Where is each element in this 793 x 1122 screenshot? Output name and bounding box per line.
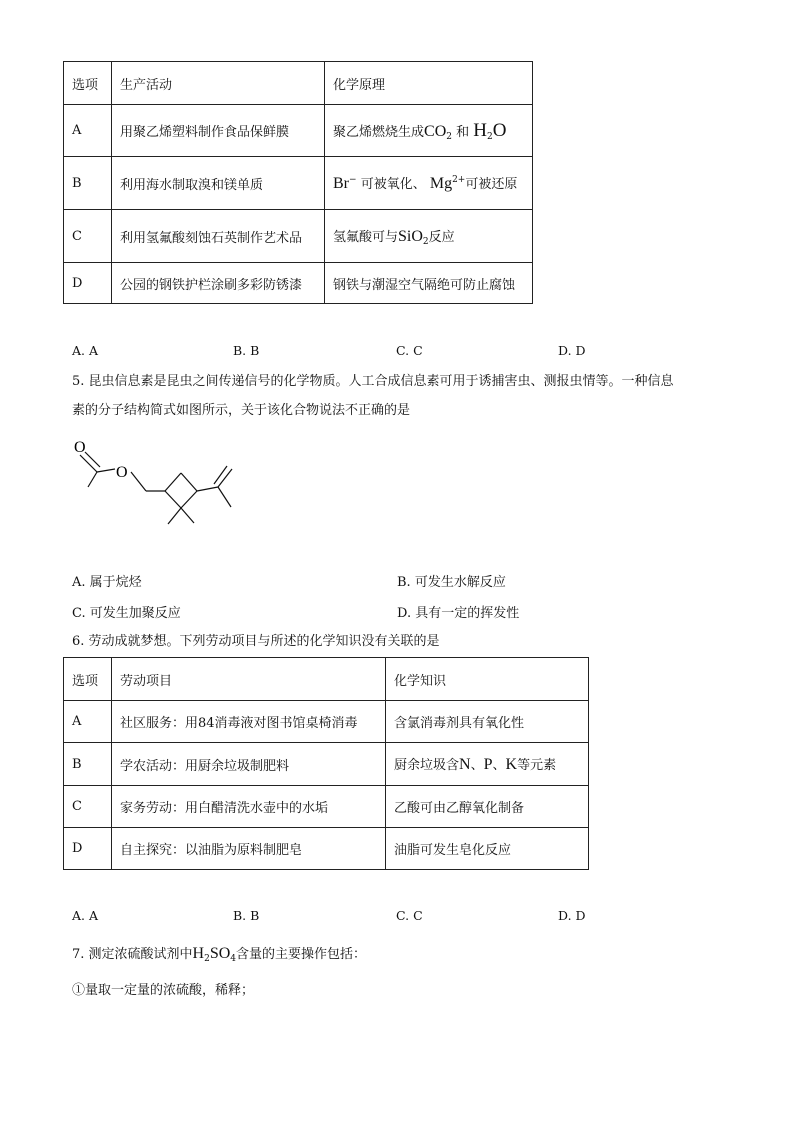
q6-option-cell: D [64, 828, 112, 870]
q4-option-cell: C [64, 210, 112, 263]
table-row [64, 263, 533, 304]
q6-knowledge-cell: 油脂可发生皂化反应 [386, 828, 589, 870]
q4-principle-cell: 聚乙烯燃烧生成$CO_2$ 和 $H_2O$ [325, 105, 533, 157]
choice-b[interactable]: B. B [233, 908, 260, 923]
q6-table [63, 657, 589, 870]
table-row [64, 786, 589, 828]
q6-option-cell: A [64, 701, 112, 743]
carbonyl-oxygen: O [74, 439, 86, 456]
q6-stem: 6. 劳动成就梦想。下列劳动项目与所述的化学知识没有关联的是 [72, 634, 440, 649]
q7-stem: 7. 测定浓硫酸试剂中$H_2SO_4$含量的主要操作包括： [72, 945, 367, 964]
table-row [64, 157, 533, 210]
choice-a[interactable]: A. A [72, 908, 99, 923]
q5-stem-line2: 素的分子结构简式如图所示，关于该化合物说法不正确的是 [72, 403, 411, 418]
q4-activity-cell: 用聚乙烯塑料制作食品保鲜膜 [112, 105, 325, 157]
q6-project-cell: 家务劳动：用白醋清洗水壶中的水垢 [112, 786, 386, 828]
table-row [64, 210, 533, 263]
q6-project-cell: 社区服务：用84消毒液对图书馆桌椅消毒 [112, 701, 386, 743]
table-row [64, 701, 589, 743]
choice-a[interactable]: A. A [72, 343, 99, 358]
choice-c[interactable]: C. C [396, 908, 423, 923]
table-row [64, 743, 589, 786]
q6-knowledge-cell: 含氯消毒剂具有氧化性 [386, 701, 589, 743]
q5-stem-line1: 5. 昆虫信息素是昆虫之间传递信号的化学物质。人工合成信息素可用于诱捕害虫、测报虫情等。一种信息 [72, 374, 674, 389]
molecule-structure [70, 435, 250, 535]
table-row [64, 828, 589, 870]
choice-c[interactable]: C. C [396, 343, 423, 358]
q6-project-cell: 学农活动：用厨余垃圾制肥料 [112, 743, 386, 786]
q6-header-project: 劳动项目 [112, 658, 386, 701]
q4-principle-cell: Br− 可被氧化、 $Mg^{2+}$可被还原 [325, 157, 533, 210]
q6-option-cell: C [64, 786, 112, 828]
table-row [64, 105, 533, 157]
q4-header-option: 选项 [64, 62, 112, 105]
q4-activity-cell: 利用海水制取溴和镁单质 [112, 157, 325, 210]
q4-principle-cell: 钢铁与潮湿空气隔绝可防止腐蚀 [325, 263, 533, 304]
q5-option-c[interactable]: C. 可发生加聚反应 [72, 606, 181, 621]
q4-principle-cell: 氢氟酸可与SiO$_2$反应 [325, 210, 533, 263]
choice-b[interactable]: B. B [233, 343, 260, 358]
q4-activity-cell: 利用氢氟酸刻蚀石英制作艺术品 [112, 210, 325, 263]
choice-d[interactable]: D. D [558, 908, 586, 923]
q4-activity-cell: 公园的钢铁护栏涂刷多彩防锈漆 [112, 263, 325, 304]
q4-header-principle: 化学原理 [325, 62, 533, 105]
q6-header-option: 选项 [64, 658, 112, 701]
q4-header-activity: 生产活动 [112, 62, 325, 105]
q6-project-cell: 自主探究：以油脂为原料制肥皂 [112, 828, 386, 870]
choice-d[interactable]: D. D [558, 343, 586, 358]
q5-option-b[interactable]: B. 可发生水解反应 [397, 575, 506, 590]
q7-step-1: ①量取一定量的浓硫酸，稀释； [72, 983, 255, 998]
q4-option-cell: D [64, 263, 112, 304]
q4-option-cell: B [64, 157, 112, 210]
q4-option-cell: A [64, 105, 112, 157]
q5-option-a[interactable]: A. 属于烷烃 [72, 575, 142, 590]
q5-option-d[interactable]: D. 具有一定的挥发性 [397, 606, 520, 621]
q6-option-cell: B [64, 743, 112, 786]
q6-header-knowledge: 化学知识 [386, 658, 589, 701]
ester-oxygen: O [116, 464, 128, 481]
q6-knowledge-cell: 乙酸可由乙醇氧化制备 [386, 786, 589, 828]
q4-table [63, 61, 533, 304]
q6-knowledge-cell: 厨余垃圾含N、P、K等元素 [386, 743, 589, 786]
